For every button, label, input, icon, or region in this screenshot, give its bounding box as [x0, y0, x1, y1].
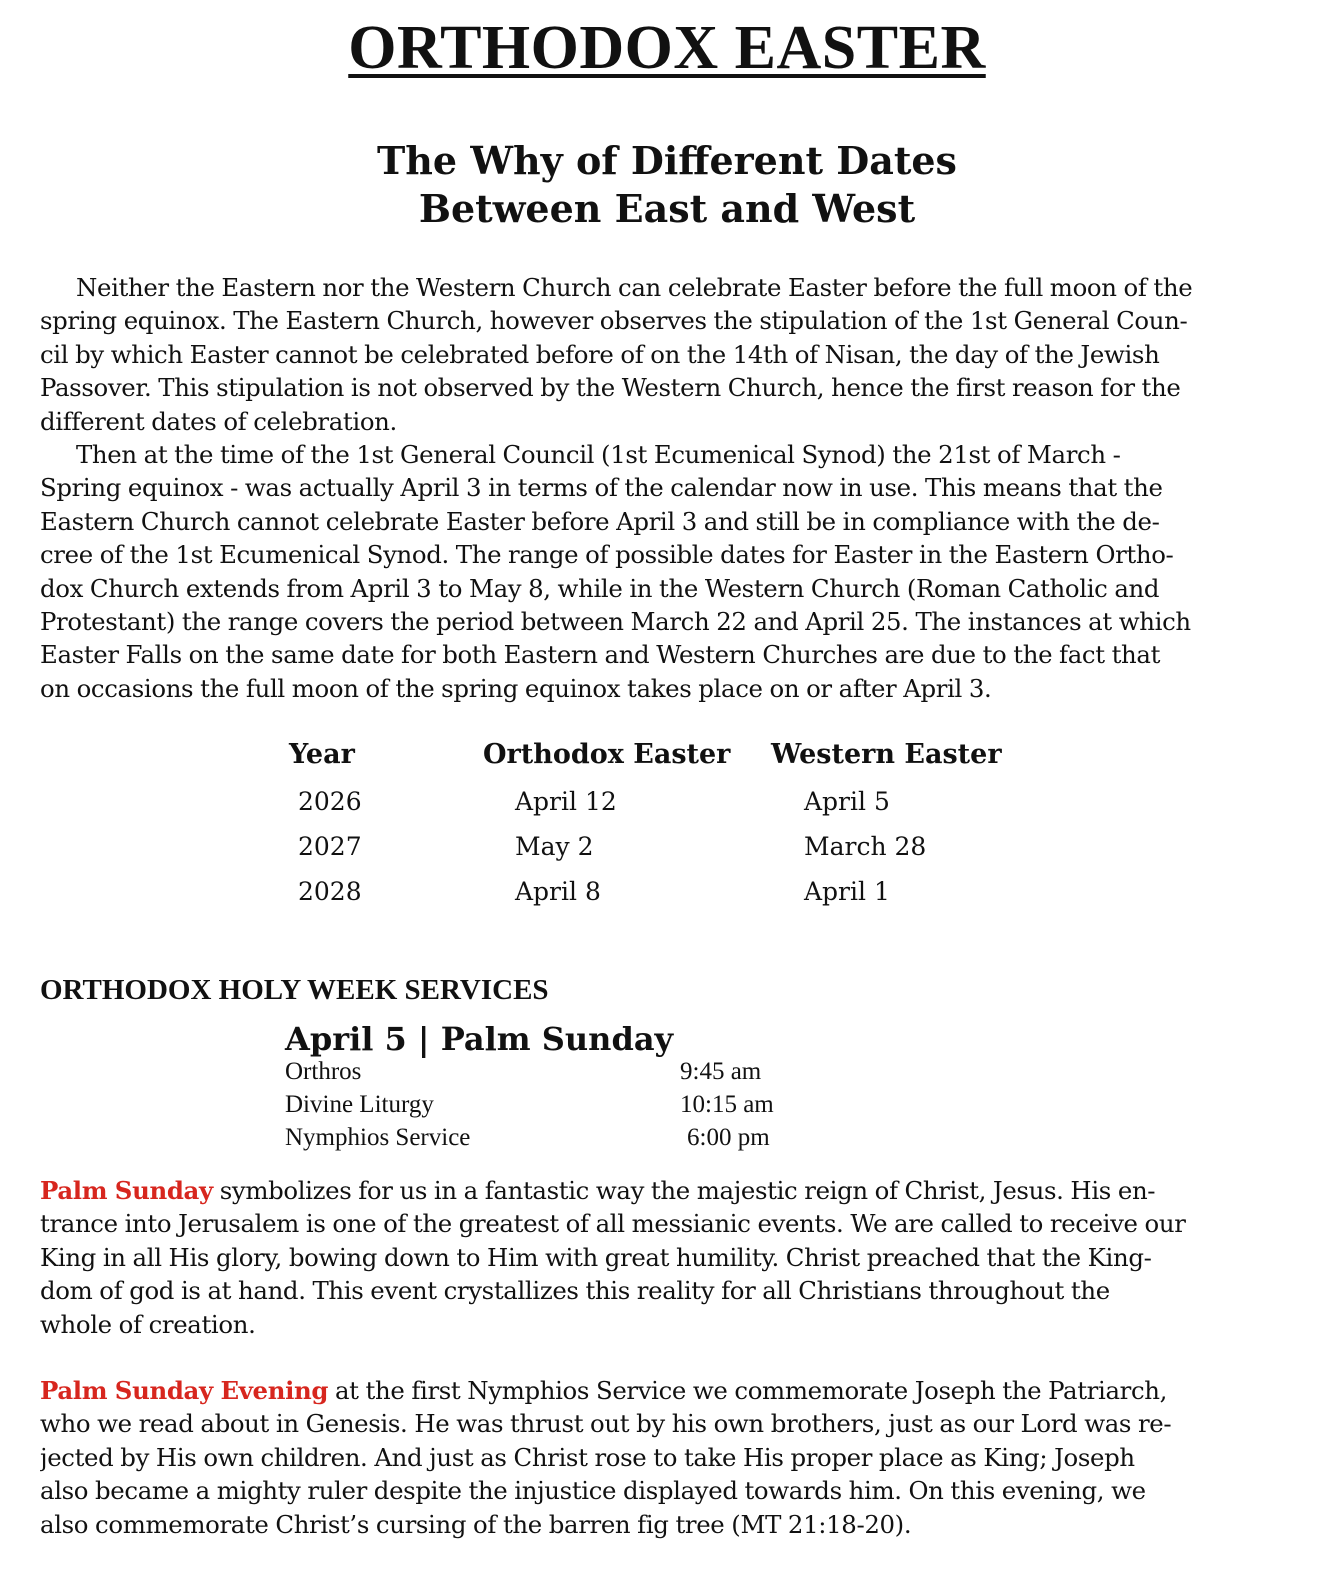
holy-week-heading: ORTHODOX HOLY WEEK SERVICES	[40, 974, 549, 1006]
table-cell-year: 2028	[298, 877, 362, 906]
palm-sunday-paragraph	[40, 1174, 1286, 1341]
table-cell-year: 2026	[298, 787, 362, 816]
text-line: Eastern Church cannot celebrate Easter before April 3 and still be in compliance with the de-	[40, 506, 1160, 536]
text-line: different dates of celebration.	[40, 406, 397, 436]
text-line: spring equinox. The Eastern Church, however observes the stipulation of the 1st General Coun-	[40, 306, 1188, 336]
service-name: Divine Liturgy	[285, 1091, 434, 1118]
page-title: ORTHODOX EASTER	[348, 14, 986, 82]
text-span: at the first Nymphios Service we commemorate Joseph the Patriarch,	[328, 1376, 1168, 1405]
text-line: on occasions the full moon of the spring equinox takes place on or after April 3.	[40, 673, 992, 703]
text-line: Spring equinox - was actually April 3 in terms of the calendar now in use. This means that the	[40, 473, 1163, 503]
text-line: jected by His own children. And just as Christ rose to take His proper place as King; Joseph	[40, 1442, 1135, 1472]
service-time: 10:15 am	[680, 1091, 774, 1118]
text-line: Then at the time of the 1st General Council (1st Ecumenical Synod) the 21st of March -	[76, 440, 1121, 469]
subtitle	[0, 137, 1334, 233]
text-line	[40, 1374, 1286, 1407]
text-line: also commemorate Christ’s cursing of the barren fig tree (MT 21:18-20).	[40, 1509, 912, 1539]
table-cell-orthodox: May 2	[515, 832, 594, 861]
palm-sunday-evening-label: Palm Sunday Evening	[40, 1376, 329, 1405]
table-header-western: Western Easter	[771, 739, 1002, 770]
text-line: King in all His glory, bowing down to Him with great humility. Christ preached that the King-	[40, 1242, 1152, 1272]
table-cell-orthodox: April 12	[515, 787, 617, 816]
service-date-title: April 5 | Palm Sunday	[285, 1020, 674, 1058]
table-header-orthodox: Orthodox Easter	[483, 739, 731, 770]
text-line: Passover. This stipulation is not observed by the Western Church, hence the first reason for the	[40, 373, 1181, 403]
table-cell-western: April 5	[804, 787, 890, 816]
table-cell-year: 2027	[298, 832, 362, 861]
text-line: whole of creation.	[40, 1309, 256, 1339]
text-line: who we read about in Genesis. He was thrust out by his own brothers, just as our Lord was re-	[40, 1409, 1172, 1439]
table-cell-orthodox: April 8	[515, 877, 601, 906]
table-cell-western: March 28	[804, 832, 927, 861]
subtitle-line-1: The Why of Different Dates	[377, 138, 957, 183]
table-header-year: Year	[289, 739, 355, 770]
text-line: trance into Jerusalem is one of the greatest of all messianic events. We are called to receive our	[40, 1209, 1186, 1239]
service-name: Nymphios Service	[285, 1124, 471, 1151]
text-span: symbolizes for us in a fantastic way the majestic reign of Christ, Jesus. His en-	[212, 1176, 1156, 1205]
table-cell-western: April 1	[804, 877, 890, 906]
palm-sunday-label: Palm Sunday	[40, 1176, 213, 1205]
text-line	[40, 1174, 1286, 1207]
service-name: Orthros	[285, 1058, 362, 1085]
subtitle-line-2: Between East and West	[418, 186, 916, 231]
text-line: cil by which Easter cannot be celebrated before of on the 14th of Nisan, the day of the Jewish	[40, 339, 1160, 369]
intro-paragraph-2	[40, 438, 1286, 705]
text-line: dox Church extends from April 3 to May 8, while in the Western Church (Roman Catholic and	[40, 573, 1160, 603]
text-line: Easter Falls on the same date for both Eastern and Western Churches are due to the fact that	[40, 640, 1161, 670]
intro-paragraph-1	[40, 271, 1286, 438]
service-time: 6:00 pm	[687, 1124, 770, 1151]
text-line: Neither the Eastern nor the Western Church can celebrate Easter before the full moon of the	[76, 273, 1193, 302]
text-line: dom of god is at hand. This event crystallizes this reality for all Christians throughout the	[40, 1276, 1110, 1306]
palm-sunday-evening-paragraph	[40, 1374, 1286, 1541]
text-line: Protestant) the range covers the period between March 22 and April 25. The instances at which	[40, 607, 1191, 637]
text-line: cree of the 1st Ecumenical Synod. The range of possible dates for Easter in the Eastern Ortho-	[40, 540, 1174, 570]
text-line: also became a mighty ruler despite the injustice displayed towards him. On this evening, we	[40, 1476, 1146, 1506]
service-time: 9:45 am	[680, 1058, 762, 1085]
